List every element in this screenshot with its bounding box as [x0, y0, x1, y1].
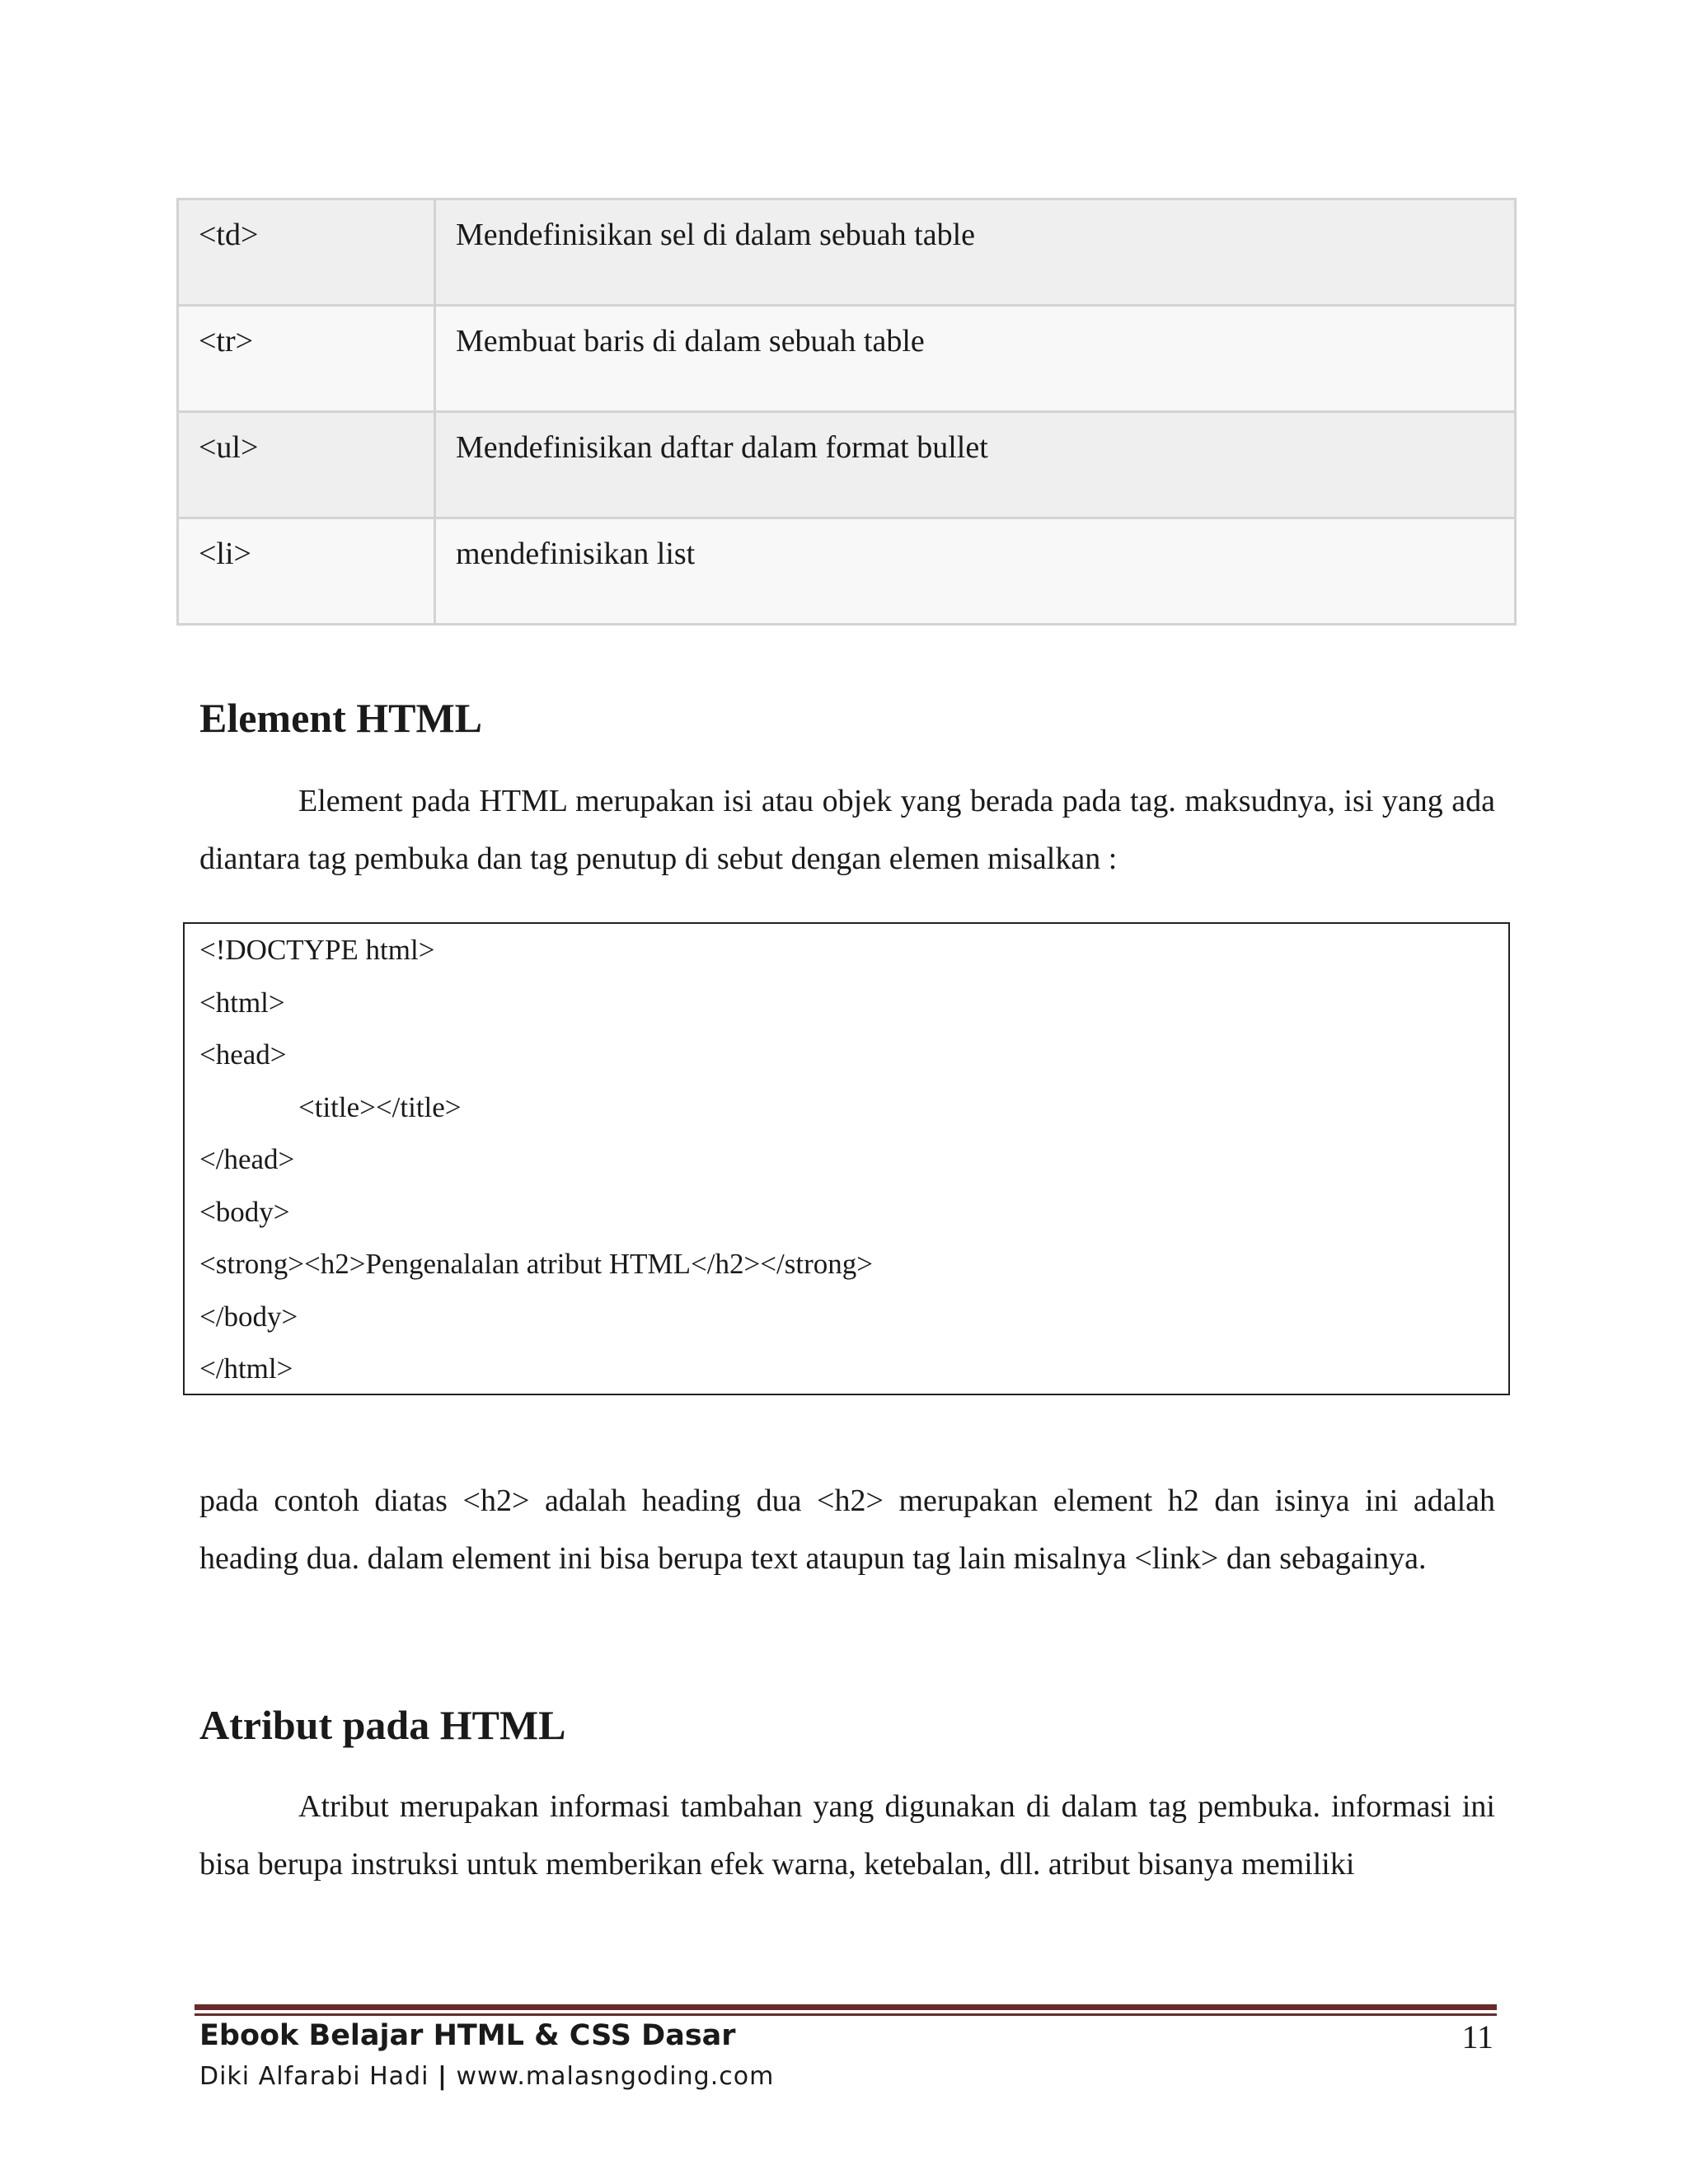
- code-line: <title></title>: [298, 1090, 462, 1123]
- tag-cell: <td>: [178, 199, 435, 306]
- html-tag-table: [176, 198, 1517, 626]
- code-line: </html>: [199, 1352, 293, 1385]
- footer-rule-thin: [195, 2013, 1497, 2016]
- description-cell: mendefinisikan list: [435, 518, 1516, 625]
- description-cell: Mendefinisikan sel di dalam sebuah table: [435, 199, 1516, 306]
- footer-book-title: Ebook Belajar HTML & CSS Dasar: [199, 2019, 736, 2052]
- tag-cell: <tr>: [178, 306, 435, 412]
- code-example-box: [183, 922, 1510, 1395]
- element-intro-paragraph: Element pada HTML merupakan isi atau objek yang berada pada tag. maksudnya, isi yang ada diantara tag pembuka dan tag penutup di sebut dengan elemen misalkan :: [199, 784, 1495, 876]
- atribut-intro-paragraph: Atribut merupakan informasi tambahan yang digunakan di dalam tag pembuka. informasi ini bisa berupa instruksi untuk memberikan efek warna, ketebalan, dll. atribut bisanya memiliki: [199, 1789, 1495, 1882]
- table-row: [178, 518, 1516, 625]
- footer-website-link[interactable]: www.malasngoding.com: [456, 2062, 775, 2091]
- code-line: <body>: [199, 1195, 290, 1228]
- section-heading-atribut-html: Atribut pada HTML: [199, 1702, 566, 1748]
- description-cell: Mendefinisikan daftar dalam format bullet: [435, 412, 1516, 518]
- footer-rule-thick: [195, 2004, 1497, 2010]
- code-line: <strong><h2>Pengenalalan atribut HTML</h2></strong>: [199, 1248, 873, 1280]
- footer-author-name: Diki Alfarabi Hadi: [199, 2062, 429, 2091]
- tag-cell: <ul>: [178, 412, 435, 518]
- page-number: 11: [1461, 2018, 1493, 2055]
- code-line: <head>: [199, 1038, 287, 1071]
- code-line: <!DOCTYPE html>: [199, 934, 435, 966]
- table-row: [178, 306, 1516, 412]
- example-explanation-paragraph: pada contoh diatas <h2> adalah heading dua <h2> merupakan element h2 dan isinya ini adalah heading dua. dalam element ini bisa berupa text ataupun tag lain misalnya <link> dan sebagainya.: [199, 1483, 1495, 1576]
- code-line: </head>: [199, 1143, 295, 1175]
- tag-cell: <li>: [178, 518, 435, 625]
- footer-author-line: [199, 2062, 774, 2091]
- table-row: [178, 199, 1516, 306]
- code-line: <html>: [199, 986, 285, 1019]
- section-heading-element-html: Element HTML: [199, 695, 483, 741]
- code-line: </body>: [199, 1300, 298, 1333]
- footer-separator: |: [437, 2062, 448, 2091]
- description-cell: Membuat baris di dalam sebuah table: [435, 306, 1516, 412]
- table-row: [178, 412, 1516, 518]
